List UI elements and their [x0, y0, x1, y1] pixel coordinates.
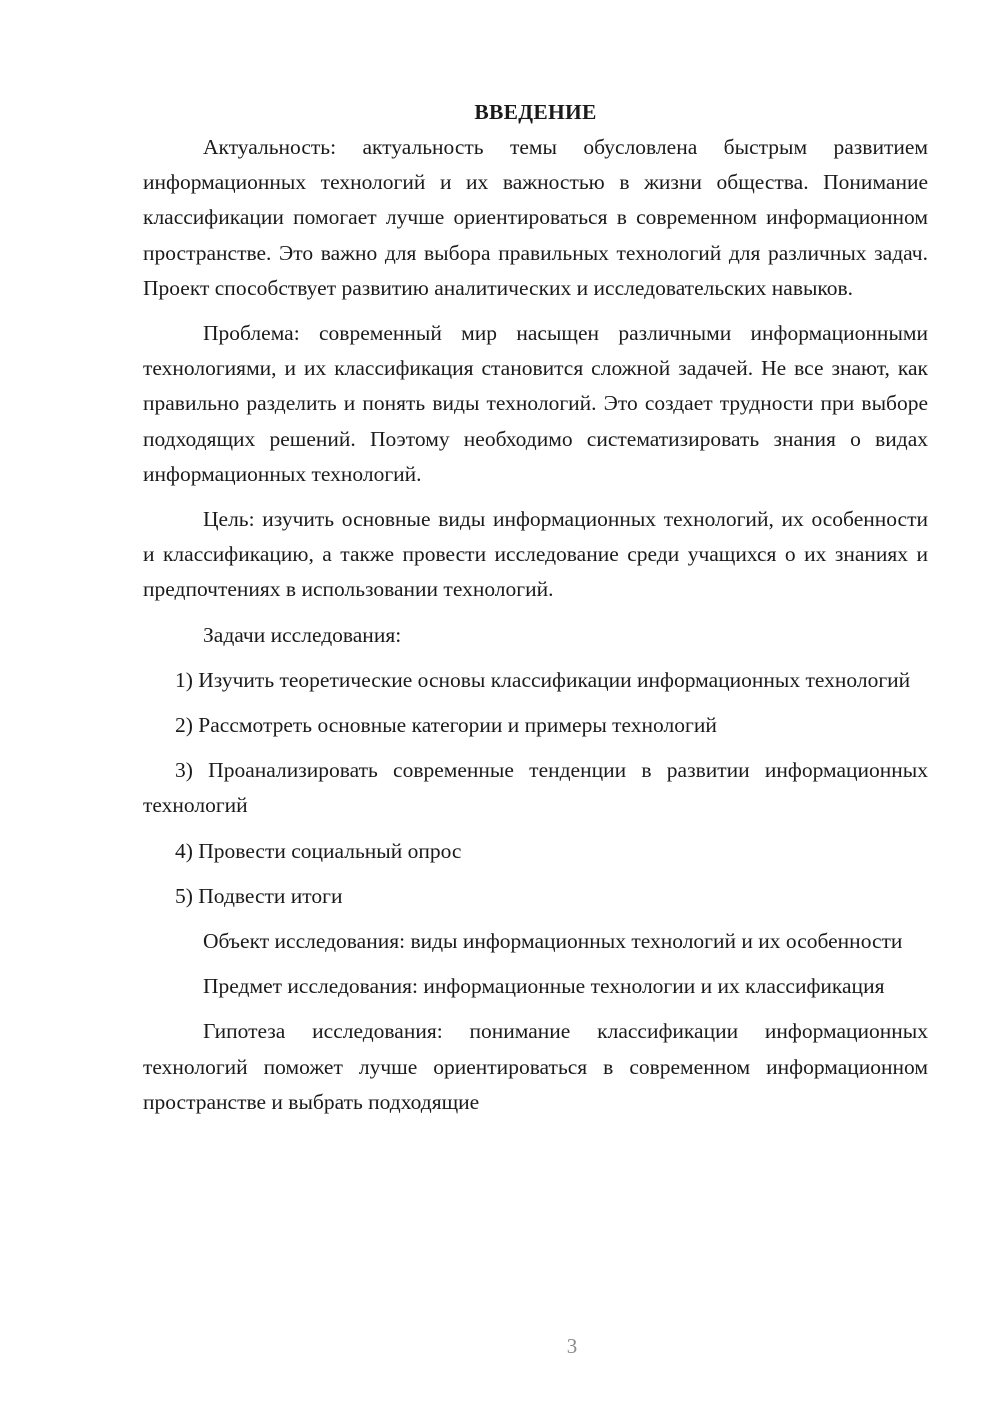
page-number: 3 — [566, 1334, 578, 1358]
task-item-2: 2) Рассмотреть основные категории и примеры технологий — [175, 713, 717, 738]
subject-paragraph: Предмет исследования: информационные технологии и их классификация — [203, 974, 885, 999]
relevance-paragraph: Актуальность: актуальность темы обусловлена быстрым развитием информационных технологий и их важностью в жизни общества. Понимание классификации помогает лучше ориентироваться в современном информационном пространстве. Это важно для выбора правильных технологий для различных задач. Проект способствует развитию аналитических и исследовательских навыков. — [143, 135, 928, 300]
task-item-5: 5) Подвести итоги — [175, 883, 343, 908]
section-title: ВВЕДЕНИЕ — [474, 100, 597, 124]
goal-paragraph: Цель: изучить основные виды информационных технологий, их особенности и классификацию, а также провести исследование среди учащихся о их знаниях и предпочтениях в использовании технологий. — [143, 507, 928, 602]
task-item-3: 3) Проанализировать современные тенденции в развитии информационных технологий — [143, 758, 928, 818]
object-paragraph: Объект исследования: виды информационных технологий и их особенности — [203, 929, 903, 954]
task-item-4: 4) Провести социальный опрос — [175, 838, 462, 863]
tasks-heading: Задачи исследования: — [203, 622, 402, 647]
problem-paragraph: Проблема: современный мир насыщен различными информационными технологиями, и их классификация становится сложной задачей. Не все знают, как правильно разделить и понять виды технологий. Это создает трудности при выборе подходящих решений. Поэтому необходимо систематизировать знания о видах информационных технологий. — [143, 321, 928, 486]
hypothesis-paragraph: Гипотеза исследования: понимание классификации информационных технологий поможет лучше ориентироваться в современном информационном пространстве и выбрать подходящие — [143, 1019, 928, 1114]
task-item-1: 1) Изучить теоретические основы классификации информационных технологий — [175, 667, 911, 692]
page-content — [143, 95, 928, 1120]
